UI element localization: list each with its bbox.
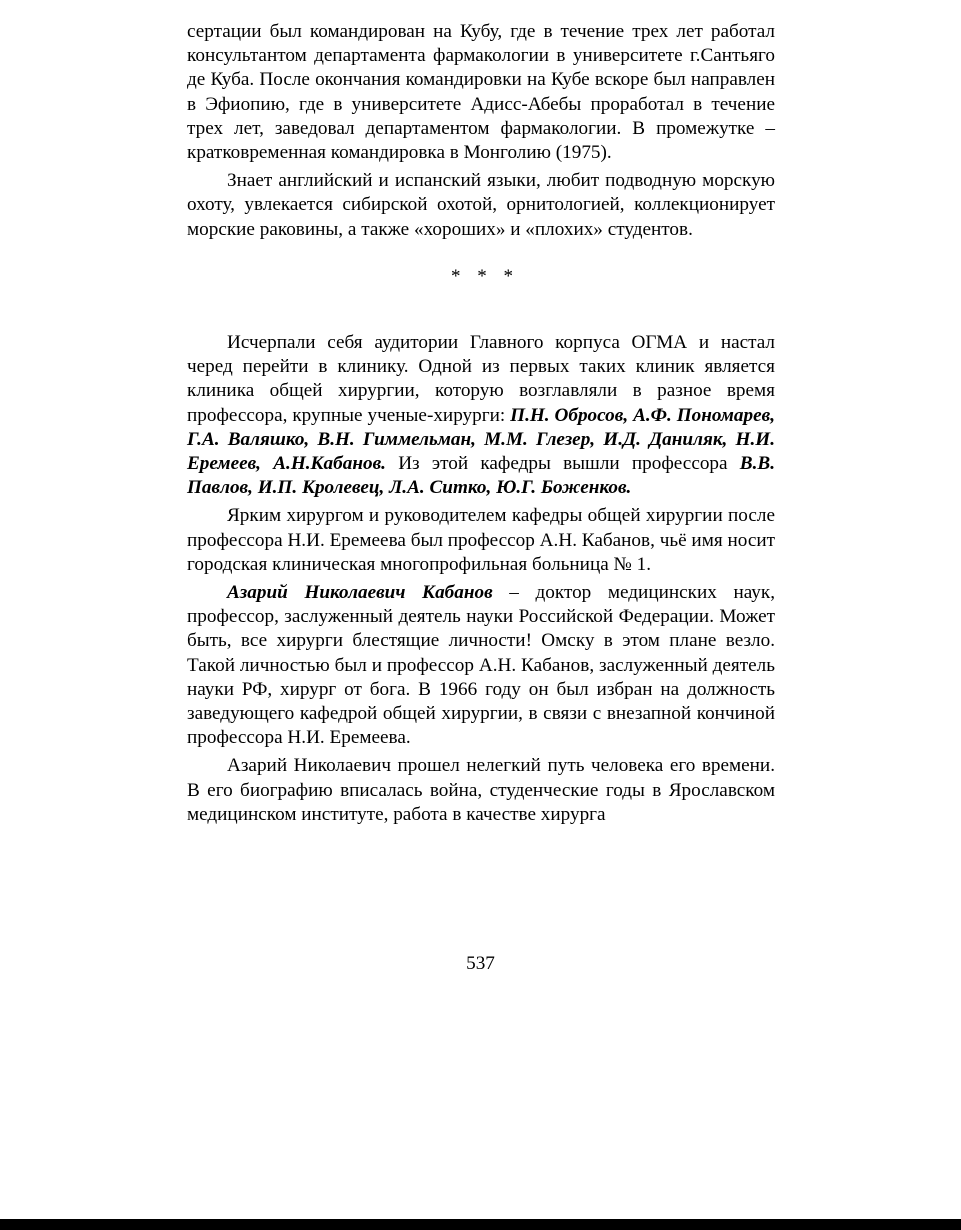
professors-list-heads: П.Н. Обросов, А.Ф. Пономарев, Г.А. Валяшко, В.Н. Гиммельман, М.М. Глезер, И.Д. Даниляк, Н.И. Еремеев, А.Н.Кабанов. xyxy=(187,404,775,475)
paragraph-hobbies: Знает английский и испанский языки, любит подводную морскую охоту, увлекается сибирской охотой, орнитологией, коллекционирует морские раковины, а также «хороших» и «плохих» студентов. xyxy=(187,170,775,240)
page-number: 537 xyxy=(466,953,495,974)
section-separator: * * * xyxy=(451,265,519,287)
paragraph-kabanov-hospital: Ярким хирургом и руководителем кафедры общей хирургии после профессора Н.И. Еремеева был профессор А.Н. Кабанов, чьё имя носит городская клиническая многопрофильная больница № 1. xyxy=(187,505,775,575)
paragraph-cuba-ethiopia: сертации был командирован на Кубу, где в течение трех лет работал консультантом департамента фармакологии в университете г.Сантьяго де Куба. После окончания командировки на Кубе вскоре был направлен в Эфиопию, где в университете Адисс-Абебы проработал в течение трех лет, заведовал департаментом фармакологии. В промежутке – кратковременная командировка в Монголию (1975). xyxy=(187,21,775,164)
kabanov-name: Азарий Николаевич Кабанов xyxy=(227,582,493,604)
paragraph-kabanov-path: Азарий Николаевич прошел нелегкий путь человека его времени. В его биографию вписалась война, студенческие годы в Ярославском медицинском институте, работа в качестве хирурга xyxy=(187,755,775,825)
separator-spacer xyxy=(187,317,775,331)
paragraph-kabanov-bio xyxy=(187,581,775,750)
professors-list-graduates: В.В. Павлов, И.П. Кролевец, Л.А. Ситко, Ю.Г. Боженков. xyxy=(187,453,775,499)
clinic-intro-text: Исчерпали себя аудитории Главного корпуса ОГМА и настал черед перейти в клинику. Одной из первых таких клиник является клиника общей хирургии, которую возглавляли в разное время профессора, крупные ученые-хирурги: xyxy=(187,332,775,426)
bottom-border-bar xyxy=(0,1219,961,1230)
clinic-graduates-text: Из этой кафедры вышли профессора xyxy=(385,453,740,475)
paragraph-general-surgery-clinic xyxy=(187,331,775,500)
kabanov-bio-text: – доктор медицинских наук, профессор, заслуженный деятель науки Российской Федерации. Может быть, все хирурги блестящие личности! Омску в этом плане везло. Такой личностью был и профессор А.Н. Кабанов, заслуженный деятель науки РФ, хирург от бога. В 1966 году он был избран на должность заведующего кафедрой общей хирургии, в связи с внезапной кончиной профессора Н.И. Еремеева. xyxy=(187,582,775,749)
page-body xyxy=(187,20,775,827)
